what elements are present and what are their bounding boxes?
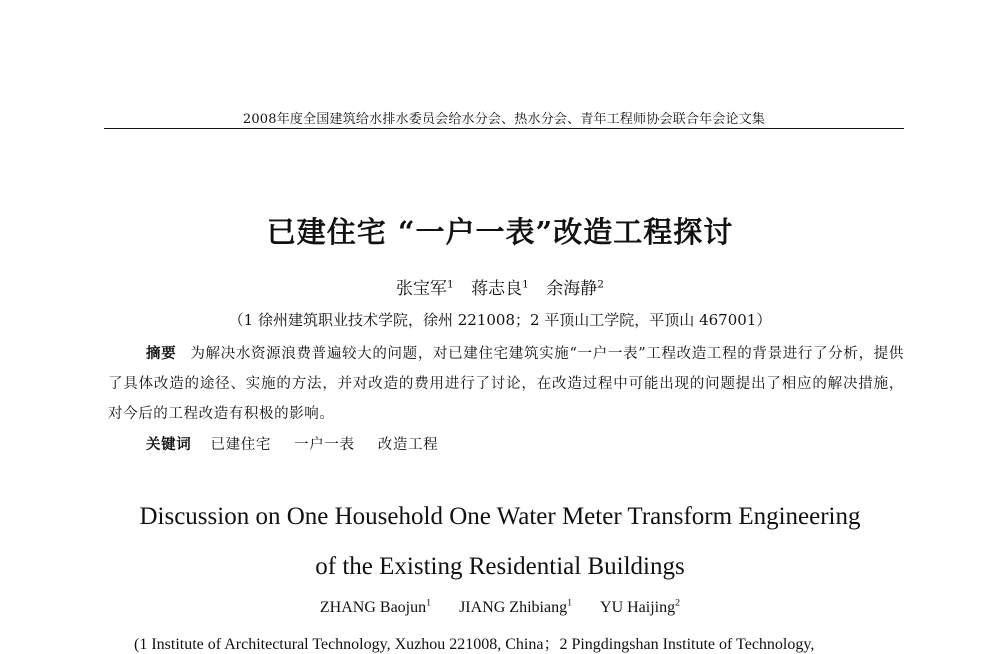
paper-title-en-line1: Discussion on One Household One Water Meter Transform Engineering <box>139 503 861 530</box>
keyword: 已建住宅 <box>210 437 271 453</box>
author-en: ZHANG Baojun$^1$ <box>319 597 432 616</box>
author-en: JIANG Zhibiang$^1$ <box>459 597 573 616</box>
running-header: 2008年度全国建筑给水排水委员会给水分会、热水分会、青年工程师协会联合年会论文集 <box>242 112 766 127</box>
affiliation-zh: （1 徐州建筑职业技术学院，徐州 221008；2 平顶山工学院，平顶山 467001） <box>228 311 772 329</box>
keywords-label: 关键词 <box>146 437 192 453</box>
abstract-label: 摘要 <box>146 346 177 362</box>
affiliation-en: (1 Institute of Architectural Technology, Xuzhou 221008, China；2 Pingdingshan Institute of Technology, <box>134 636 815 653</box>
author-en: YU Haijing$^2$ <box>600 597 681 616</box>
keyword: 一户一表 <box>294 437 355 453</box>
paper-title-en-line2: of the Existing Residential Buildings <box>315 553 685 580</box>
paper-title-zh: 已建住宅 “一户一表”改造工程探讨 <box>266 215 734 249</box>
authors-zh <box>0 274 1000 299</box>
abstract-zh <box>108 339 904 429</box>
keywords-zh <box>146 433 456 454</box>
author-zh: 张宝军$^1$ <box>396 278 454 299</box>
authors-en <box>0 599 1000 617</box>
header-rule <box>104 128 904 129</box>
author-zh: 余海静$^2$ <box>546 278 604 299</box>
abstract-text: 为解决水资源浪费普遍较大的问题，对已建住宅建筑实施“一户一表”工程改造工程的背景进行了分析，提供了具体改造的途径、实施的方法，并对改造的费用进行了讨论，在改造过程中可能出现的问题提出了相应的解决措施，对今后的工程改造有积极的影响。 <box>108 346 905 422</box>
keyword: 改造工程 <box>377 437 439 453</box>
author-zh: 蒋志良$^1$ <box>471 278 529 299</box>
